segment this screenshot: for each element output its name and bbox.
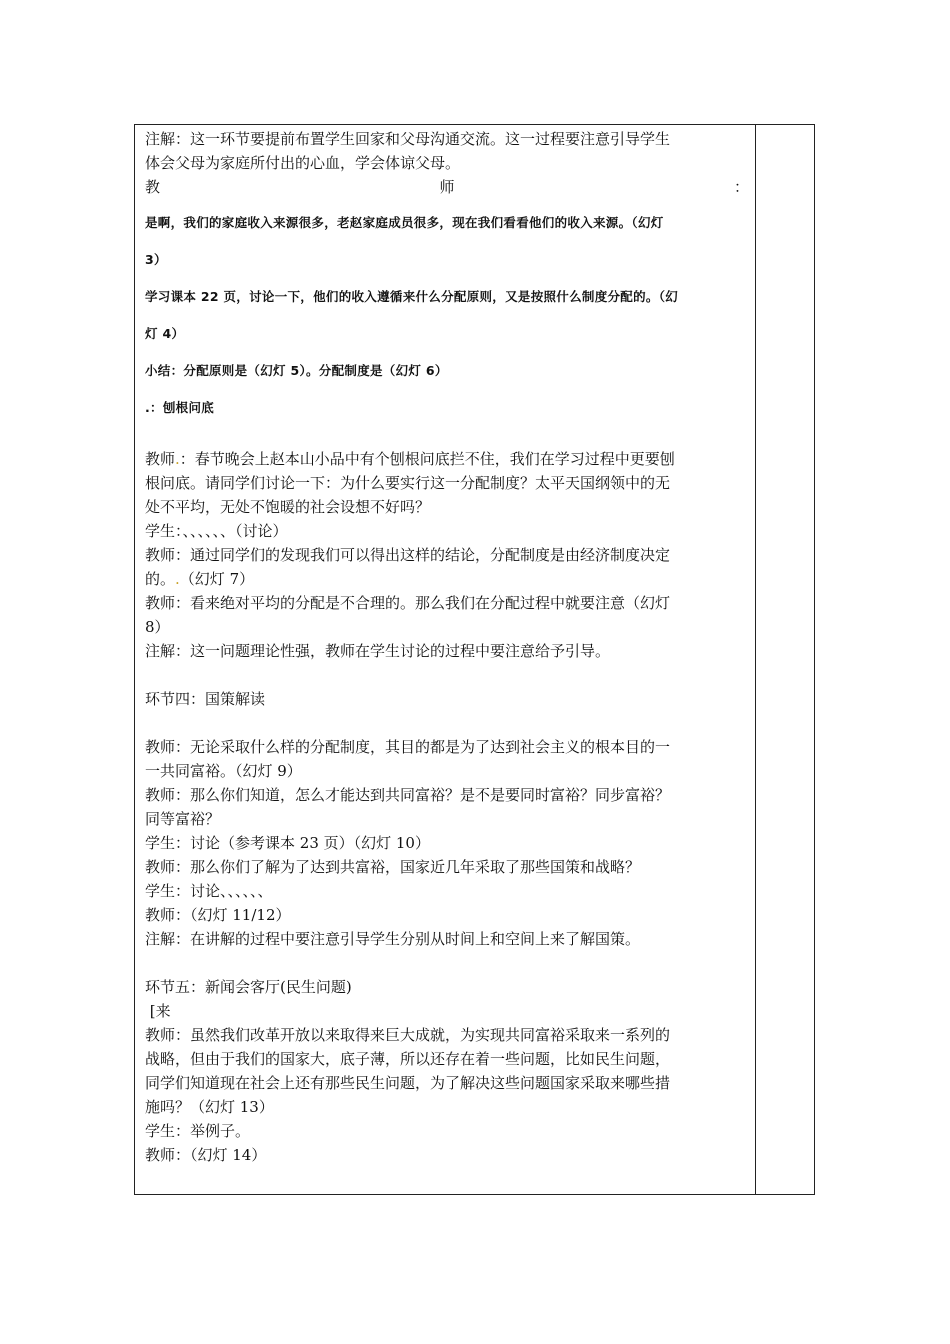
teacher-line bbox=[145, 567, 749, 591]
teacher-line: 同学们知道现在社会上还有那些民生问题，为了解决这些问题国家采取来哪些措 bbox=[145, 1074, 671, 1092]
section-heading: 环节四：国策解读 bbox=[145, 690, 266, 708]
teacher-line: 教师：那么你们知道，怎么才能达到共同富裕？是不是要同时富裕？同步富裕？ bbox=[145, 786, 671, 804]
note-line: 注解：这一问题理论性强，教师在学生讨论的过程中要注意给予引导。 bbox=[145, 642, 611, 660]
teacher-prefix: 教师 bbox=[145, 450, 176, 468]
teacher-text: （幻灯 7） bbox=[179, 570, 255, 588]
bold-line: 3） bbox=[145, 252, 167, 267]
teacher-char-2: 师 bbox=[439, 178, 455, 196]
teacher-line: 教师：那么你们了解为了达到共富裕，国家近几年采取了那些国策和战略？ bbox=[145, 858, 641, 876]
lesson-table bbox=[134, 124, 815, 1195]
note-line: 体会父母为家庭所付出的心血，学会体谅父母。 bbox=[145, 154, 461, 172]
teacher-line: 战略，但由于我们的国家大，底子薄，所以还存在着一些问题，比如民生问题， bbox=[145, 1050, 671, 1068]
student-line: 学生：讨论、、、、、、 bbox=[145, 882, 273, 900]
teacher-line: 根问底。请同学们讨论一下：为什么要实行这一分配制度？太平天国纲领中的无 bbox=[145, 474, 671, 492]
lesson-content-cell bbox=[145, 127, 749, 1167]
bold-line: 灯 4） bbox=[145, 326, 185, 341]
teacher-line: 施吗？（幻灯 13） bbox=[145, 1098, 274, 1116]
teacher-label-spread bbox=[145, 175, 749, 199]
bold-line: 是啊，我们的家庭收入来源很多，老赵家庭成员很多，现在我们看看他们的收入来源。（幻灯 bbox=[145, 215, 664, 230]
teacher-line: 教师：通过同学们的发现我们可以得出这样的结论，分配制度是由经济制度决定 bbox=[145, 546, 671, 564]
teacher-text: 的。 bbox=[145, 570, 176, 588]
teacher-colon: ： bbox=[733, 178, 749, 196]
teacher-line bbox=[145, 447, 749, 471]
teacher-line: 一共同富裕。（幻灯 9） bbox=[145, 762, 302, 780]
student-line: 学生：举例子。 bbox=[145, 1122, 251, 1140]
teacher-char-1: 教 bbox=[145, 178, 161, 196]
section-heading: 环节五：新闻会客厅(民生问题) bbox=[145, 978, 352, 996]
dot-mark: . bbox=[175, 570, 180, 588]
column-divider bbox=[755, 125, 756, 1194]
note-line: 注解：在讲解的过程中要注意引导学生分别从时间上和空间上来了解国策。 bbox=[145, 930, 641, 948]
teacher-line: 同等富裕？ bbox=[145, 810, 221, 828]
note-line: 注解：这一环节要提前布置学生回家和父母沟通交流。这一过程要注意引导学生 bbox=[145, 130, 671, 148]
teacher-line: 教师：看来绝对平均的分配是不合理的。那么我们在分配过程中就要注意（幻灯 bbox=[145, 594, 671, 612]
teacher-line: 8） bbox=[145, 618, 170, 636]
fragment-line: [来 bbox=[145, 1002, 171, 1020]
student-line: 学生：、、、、、、（讨论） bbox=[145, 522, 288, 540]
dot-mark: . bbox=[175, 450, 180, 468]
teacher-line: 教师：无论采取什么样的分配制度，其目的都是为了达到社会主义的根本目的一 bbox=[145, 738, 671, 756]
teacher-line: 处不平均，无处不饱暖的社会设想不好吗？ bbox=[145, 498, 431, 516]
teacher-text: ：春节晚会上赵本山小品中有个刨根问底拦不住，我们在学习过程中更要刨 bbox=[179, 450, 675, 468]
teacher-line: 教师：虽然我们改革开放以来取得来巨大成就，为实现共同富裕采取来一系列的 bbox=[145, 1026, 671, 1044]
teacher-line: 教师：（幻灯 11/12） bbox=[145, 906, 291, 924]
student-line: 学生：讨论（参考课本 23 页）（幻灯 10） bbox=[145, 834, 430, 852]
teacher-line: 教师：（幻灯 14） bbox=[145, 1146, 267, 1164]
summary-line: 小结：分配原则是（幻灯 5）。分配制度是（幻灯 6） bbox=[145, 363, 448, 378]
section-heading: .：刨根问底 bbox=[145, 400, 215, 415]
bold-line: 学习课本 22 页，讨论一下，他们的收入遵循来什么分配原则，又是按照什么制度分配的。（幻 bbox=[145, 289, 679, 304]
